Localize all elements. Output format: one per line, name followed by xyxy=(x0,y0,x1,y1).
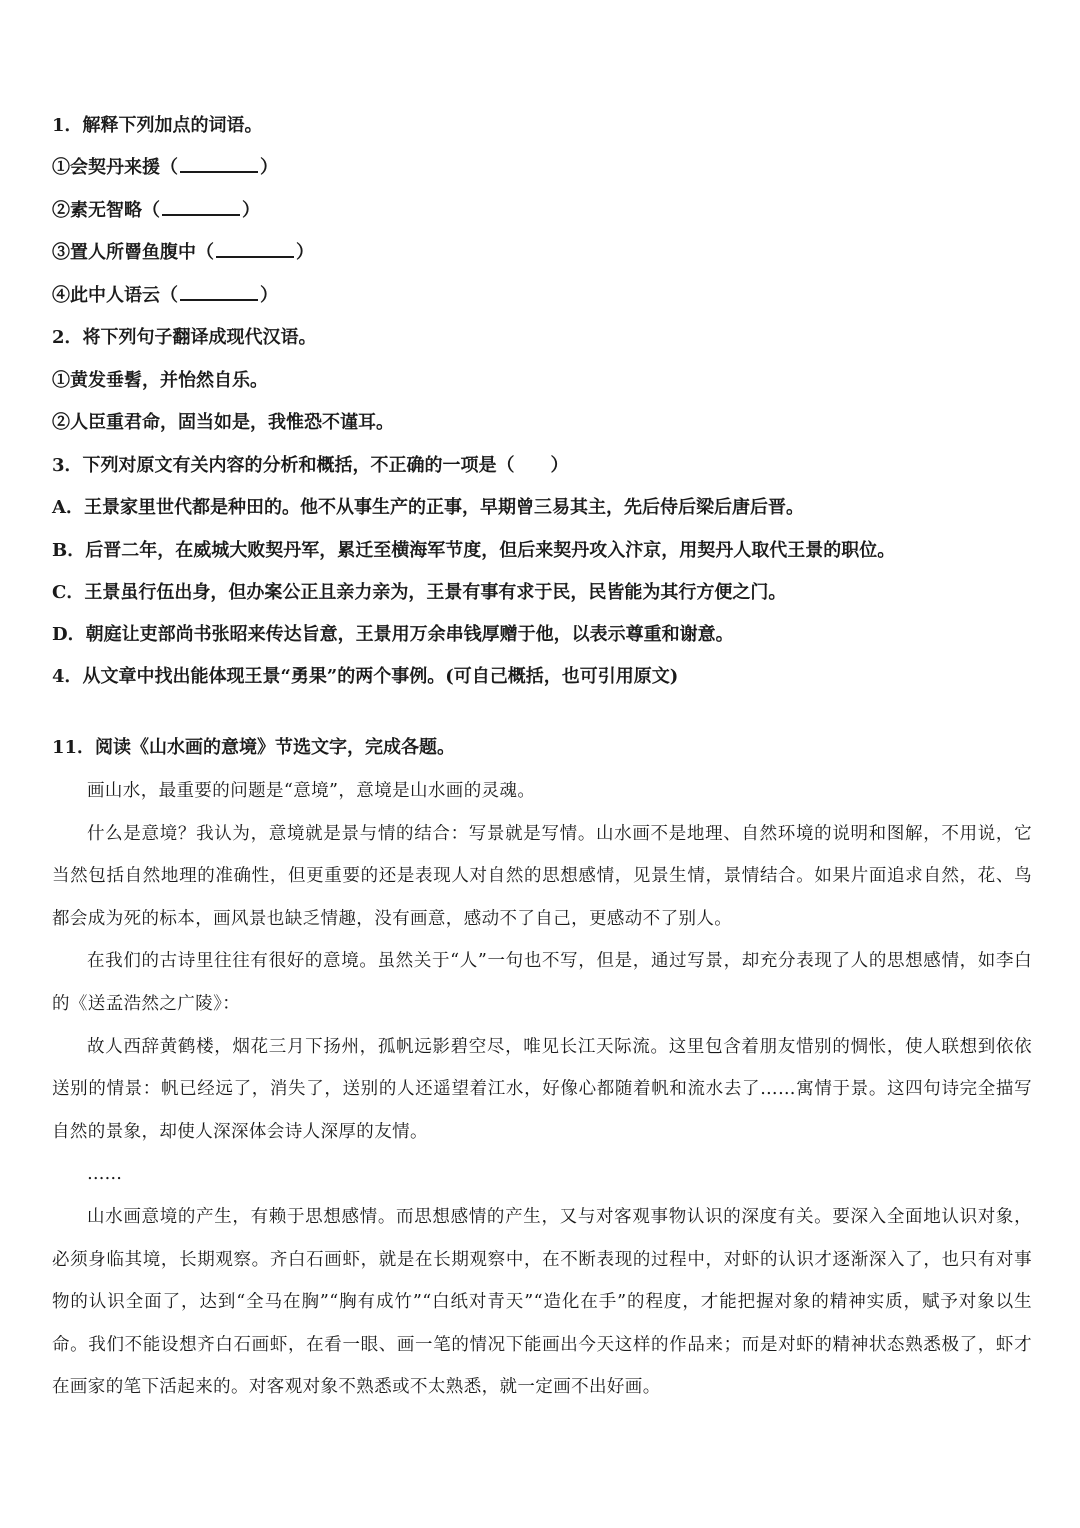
question-3-option-c: C．王景虽行伍出身，但办案公正且亲力亲为，王景有事有求于民，民皆能为其行方便之门。 xyxy=(52,582,787,603)
answer-blank[interactable] xyxy=(180,285,258,301)
question-1-item-4 xyxy=(52,284,1042,308)
question-3-option-b: B．后晋二年，在威城大败契丹军，累迁至横海军节度，但后来契丹攻入汴京，用契丹人取代王景的职位。 xyxy=(52,540,896,561)
item-close: ） xyxy=(260,157,278,178)
passage-paragraph: 画山水，最重要的问题是“意境”，意境是山水画的灵魂。 xyxy=(87,781,536,801)
question-4-stem: 4．从文章中找出能体现王景“勇果”的两个事例。(可自己概括，也可引用原文) xyxy=(52,666,679,687)
item-text: ③置人所罾鱼腹中（ xyxy=(52,242,214,263)
question-1-stem: 1．解释下列加点的词语。 xyxy=(52,115,263,136)
item-close: ） xyxy=(242,200,260,221)
answer-blank[interactable] xyxy=(162,200,240,216)
answer-blank[interactable] xyxy=(216,242,294,258)
question-3-stem: 3．下列对原文有关内容的分析和概括，不正确的一项是（ ） xyxy=(52,455,569,476)
item-text: ①会契丹来援（ xyxy=(52,157,178,178)
question-3-option-a: A．王景家里世代都是种田的。他不从事生产的正事，早期曾三易其主，先后侍后梁后唐后晋。 xyxy=(52,497,804,518)
question-1-item-2 xyxy=(52,199,1042,223)
question-2-item-1: ①黄发垂髫，并怡然自乐。 xyxy=(52,370,268,391)
reading-passage xyxy=(52,770,1032,1409)
passage-paragraph: 故人西辞黄鹤楼，烟花三月下扬州，孤帆远影碧空尽，唯见长江天际流。这里包含着朋友惜别的惆怅，使人联想到依依送别的情景：帆已经远了，消失了，送别的人还遥望着江水，好像心都随着帆和流水去了……寓情于景。这四句诗完全描写自然的景象，却使人深深体会诗人深厚的友情。 xyxy=(52,1036,1032,1142)
question-2-stem: 2．将下列句子翻译成现代汉语。 xyxy=(52,327,317,348)
question-2-item-2: ②人臣重君命，固当如是，我惟恐不谨耳。 xyxy=(52,412,394,433)
passage-paragraph: 山水画意境的产生，有赖于思想感情。而思想感情的产生，又与对客观事物认识的深度有关。要深入全面地认识对象，必须身临其境，长期观察。齐白石画虾，就是在长期观察中，在不断表现的过程中，对虾的认识才逐渐深入了，也只有对事物的认识全面了，达到“全马在胸”“胸有成竹”“白纸对青天”“造化在手”的程度，才能把握对象的精神实质，赋予对象以生命。我们不能设想齐白石画虾，在看一眼、画一笔的情况下能画出今天这样的作品来；而是对虾的精神状态熟悉极了，虾才在画家的笔下活起来的。对客观对象不熟悉或不太熟悉，就一定画不出好画。 xyxy=(52,1206,1032,1398)
item-text: ④此中人语云（ xyxy=(52,285,178,306)
question-1-item-3 xyxy=(52,241,1042,265)
answer-blank[interactable] xyxy=(180,157,258,173)
passage-paragraph: 什么是意境？我认为，意境就是景与情的结合：写景就是写情。山水画不是地理、自然环境的说明和图解，不用说，它当然包括自然地理的准确性，但更重要的还是表现人对自然的思想感情，见景生情，景情结合。如果片面追求自然，花、鸟都会成为死的标本，画风景也缺乏情趣，没有画意，感动不了自己，更感动不了别人。 xyxy=(52,823,1032,929)
item-close: ） xyxy=(296,242,314,263)
question-11-stem: 11．阅读《山水画的意境》节选文字，完成各题。 xyxy=(52,737,456,758)
question-1-item-1 xyxy=(52,156,1042,180)
passage-paragraph: 在我们的古诗里往往有很好的意境。虽然关于“人”一句也不写，但是，通过写景，却充分表现了人的思想感情，如李白的《送孟浩然之广陵》： xyxy=(52,951,1032,1014)
item-text: ②素无智略（ xyxy=(52,200,160,221)
passage-ellipsis: …… xyxy=(87,1164,122,1185)
item-close: ） xyxy=(260,285,278,306)
question-3-option-d: D．朝庭让吏部尚书张昭来传达旨意，王景用万余串钱厚赠于他，以表示尊重和谢意。 xyxy=(52,624,734,645)
